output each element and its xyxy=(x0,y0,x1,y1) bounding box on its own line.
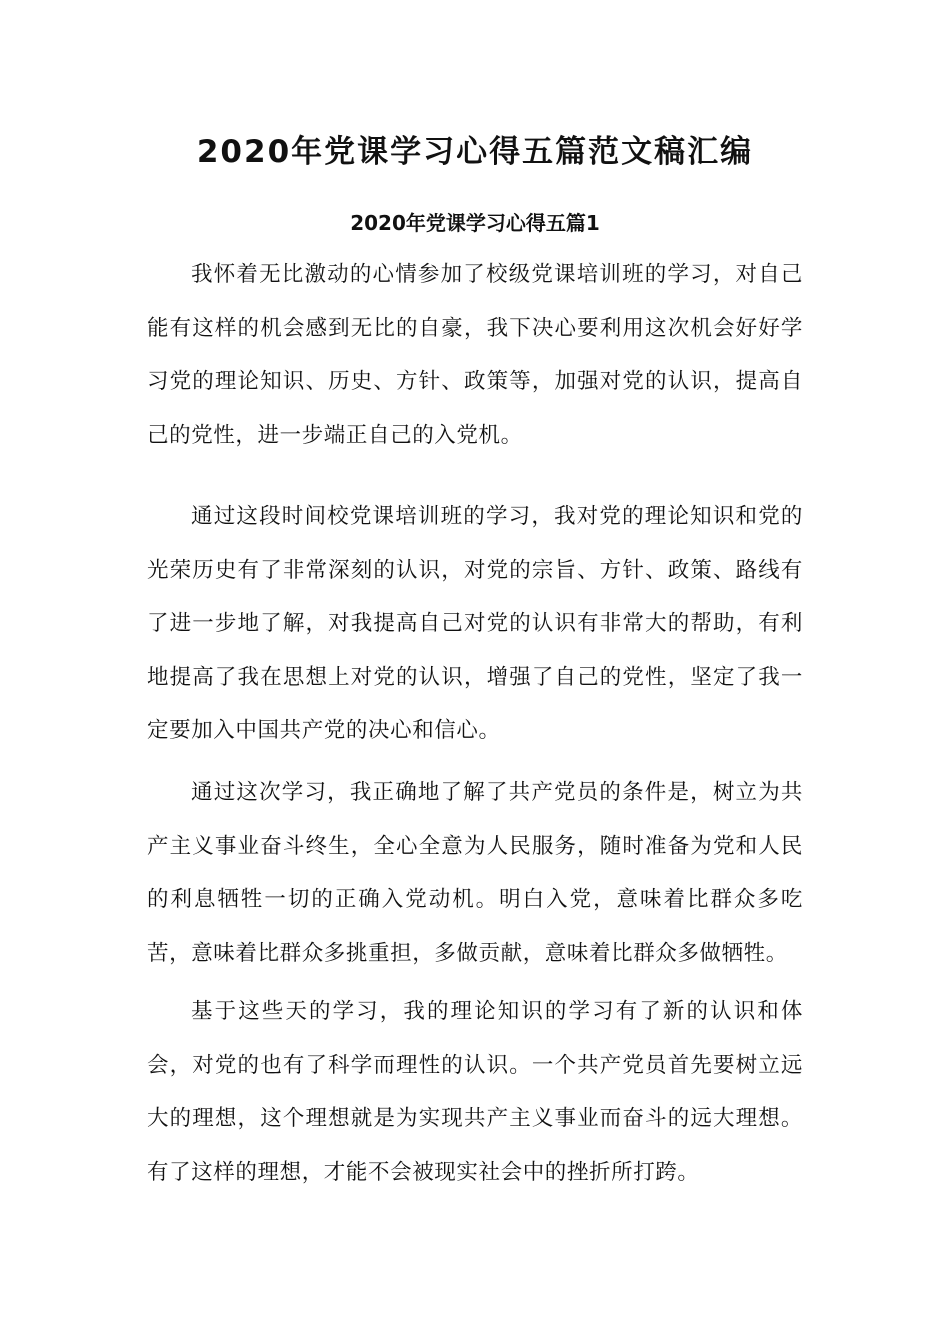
document-title: 2020年党课学习心得五篇范文稿汇编 xyxy=(196,134,754,170)
body-paragraph: 通过这次学习，我正确地了解了共产党员的条件是，树立为共产主义事业奋斗终生，全心全意为人民服务，随时准备为党和人民的利息牺牲一切的正确入党动机。明白入党，意味着比群众多吃苦，意味着比群众多挑重担，多做贡献，意味着比群众多做牺牲。 xyxy=(147,780,803,966)
section-heading: 2020年党课学习心得五篇1 xyxy=(350,211,600,235)
body-paragraph: 通过这段时间校党课培训班的学习，我对党的理论知识和党的光荣历史有了非常深刻的认识，对党的宗旨、方针、政策、路线有了进一步地了解，对我提高自己对党的认识有非常大的帮助，有利地提高了我在思想上对党的认识，增强了自己的党性，坚定了我一定要加入中国共产党的决心和信心。 xyxy=(147,504,803,743)
body-paragraph: 基于这些天的学习，我的理论知识的学习有了新的认识和体会，对党的也有了科学而理性的认识。一个共产党员首先要树立远大的理想，这个理想就是为实现共产主义事业而奋斗的远大理想。有了这样的理想，才能不会被现实社会中的挫折所打跨。 xyxy=(147,999,803,1185)
body-paragraph: 我怀着无比激动的心情参加了校级党课培训班的学习，对自己能有这样的机会感到无比的自豪，我下决心要利用这次机会好好学习党的理论知识、历史、方针、政策等，加强对党的认识，提高自己的党性，进一步端正自己的入党机。 xyxy=(147,262,803,448)
